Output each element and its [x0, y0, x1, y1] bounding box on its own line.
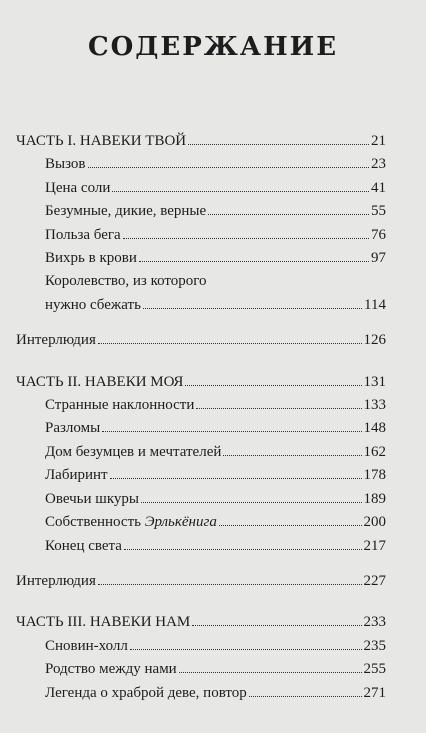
page-number: 189 — [363, 490, 386, 507]
dot-leader — [124, 549, 362, 550]
page-number: 97 — [371, 250, 386, 267]
chapter-entry[interactable] — [16, 224, 386, 247]
page-number: 21 — [371, 133, 386, 149]
page-number: 233 — [363, 614, 386, 631]
dot-leader — [110, 478, 362, 479]
chapter-entry[interactable] — [16, 635, 386, 658]
chapter-title-line2-row — [45, 294, 386, 317]
dot-leader — [192, 625, 361, 626]
page-title: СОДЕРЖАНИЕ — [87, 32, 339, 62]
chapter-title-plain: Собственность — [45, 514, 145, 531]
dot-leader — [208, 214, 369, 215]
chapter-title: Конец света — [45, 537, 122, 554]
dot-leader — [98, 343, 362, 344]
table-of-contents — [16, 130, 386, 705]
chapter-entry[interactable] — [16, 658, 386, 681]
page-number: 235 — [363, 637, 386, 654]
chapter-title: Разломы — [45, 420, 101, 437]
page-number: 271 — [363, 684, 386, 701]
section-gap — [16, 353, 386, 371]
dot-leader — [141, 502, 362, 503]
chapter-entry[interactable] — [16, 177, 386, 200]
dot-leader — [185, 385, 361, 386]
chapter-entry[interactable] — [16, 464, 386, 487]
chapter-title-line1: Королевство, из которого — [45, 273, 207, 290]
page-number: 41 — [371, 179, 386, 196]
chapter-title: Безумные, дикие, верные — [45, 203, 207, 220]
chapter-entry[interactable] — [16, 247, 386, 270]
page-number: 114 — [364, 296, 386, 313]
interlude-title: Интерлюдия — [16, 332, 96, 349]
part-1-entry[interactable] — [16, 130, 386, 153]
dot-leader — [188, 144, 369, 145]
chapter-entry[interactable] — [16, 535, 386, 558]
dot-leader — [102, 431, 361, 432]
chapter-title: Овечьи шкуры — [45, 490, 139, 507]
chapter-title: Польза бега — [45, 226, 121, 243]
page-number: 162 — [363, 443, 386, 460]
chapter-title — [45, 511, 217, 534]
page-number: 76 — [371, 226, 386, 243]
page-number: 148 — [363, 420, 386, 437]
section-gap — [16, 593, 386, 611]
chapter-entry[interactable] — [16, 682, 386, 705]
page-number: 126 — [363, 332, 386, 349]
chapter-entry[interactable] — [16, 394, 386, 417]
interlude-entry[interactable] — [16, 329, 386, 352]
dot-leader — [139, 261, 369, 262]
dot-leader — [249, 696, 362, 697]
dot-leader — [98, 584, 362, 585]
chapter-title: Сновин-холл — [45, 637, 128, 654]
page-number: 255 — [363, 661, 386, 678]
chapter-entry[interactable] — [16, 153, 386, 176]
chapter-title: Странные наклонности — [45, 397, 195, 414]
chapter-title-italic: Эрлькёнига — [144, 514, 217, 531]
part-title: ЧАСТЬ I. НАВЕКИ ТВОЙ — [16, 133, 187, 149]
chapter-title: Цена соли — [45, 179, 111, 196]
chapter-entry[interactable] — [16, 511, 386, 534]
chapter-title: Родство между нами — [45, 661, 177, 678]
dot-leader — [112, 191, 369, 192]
dot-leader — [88, 167, 369, 168]
dot-leader — [179, 672, 362, 673]
part-title: ЧАСТЬ III. НАВЕКИ НАМ — [16, 614, 191, 631]
page-number: 178 — [363, 467, 386, 484]
interlude-entry[interactable] — [16, 570, 386, 593]
page-number: 200 — [363, 514, 386, 531]
part-title: ЧАСТЬ II. НАВЕКИ МОЯ — [16, 373, 184, 390]
chapter-title: Дом безумцев и мечтателей — [45, 443, 222, 460]
dot-leader — [219, 525, 362, 526]
chapter-entry[interactable] — [16, 441, 386, 464]
page-number: 55 — [371, 203, 386, 220]
interlude-title: Интерлюдия — [16, 572, 96, 589]
chapter-title: Вызов — [45, 156, 86, 173]
dot-leader — [223, 455, 361, 456]
page-number: 23 — [371, 156, 386, 173]
page-number: 217 — [363, 537, 386, 554]
page-number: 133 — [363, 397, 386, 414]
page-number: 227 — [363, 572, 386, 589]
chapter-title: Лабиринт — [45, 467, 108, 484]
dot-leader — [143, 308, 362, 309]
page-number: 131 — [363, 373, 386, 390]
chapter-title-line2: нужно сбежать — [45, 296, 141, 313]
dot-leader — [130, 649, 362, 650]
chapter-title: Вихрь в крови — [45, 250, 137, 267]
chapter-entry[interactable] — [16, 200, 386, 223]
chapter-entry[interactable] — [16, 488, 386, 511]
dot-leader — [123, 238, 369, 239]
dot-leader — [196, 408, 361, 409]
chapter-entry-multiline[interactable] — [16, 270, 386, 317]
part-3-entry[interactable] — [16, 611, 386, 634]
chapter-title: Легенда о храброй деве, повтор — [45, 684, 247, 701]
chapter-entry[interactable] — [16, 417, 386, 440]
part-2-entry[interactable] — [16, 371, 386, 394]
